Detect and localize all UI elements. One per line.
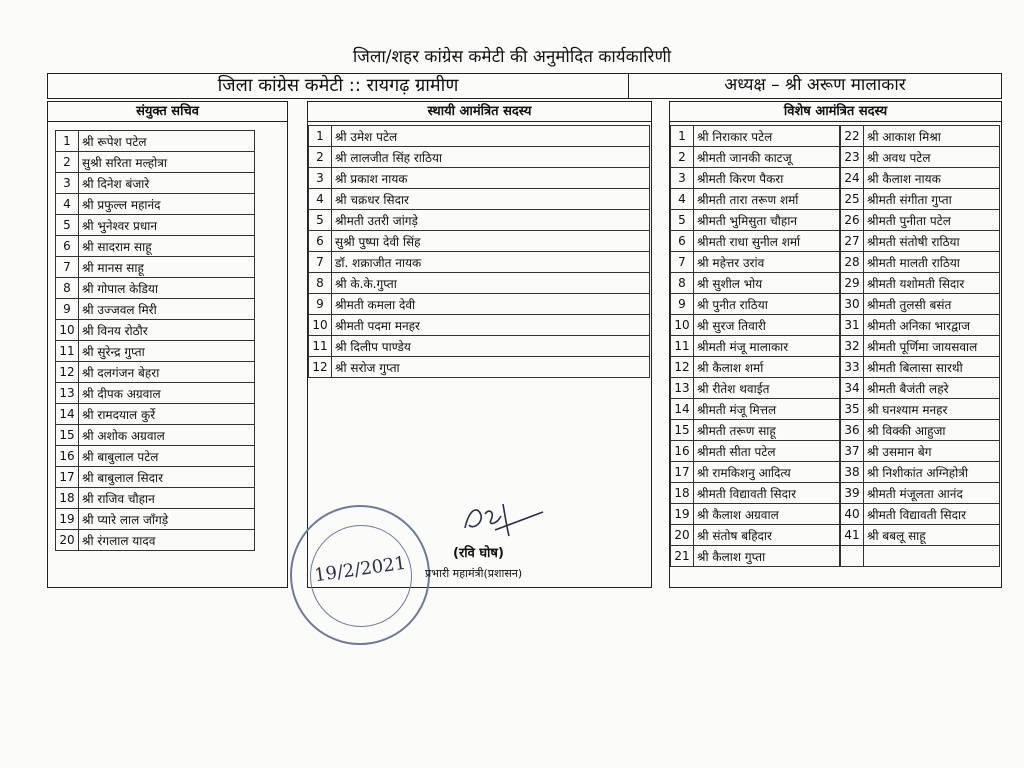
- table-row: [56, 341, 255, 362]
- table-row: [841, 483, 1000, 504]
- serial-number: 14: [56, 404, 79, 425]
- member-name: श्री बाबुलाल पटेल: [79, 446, 255, 467]
- member-name: श्री सुरज तिवारी: [694, 315, 840, 336]
- serial-number: 20: [56, 530, 79, 551]
- member-name: श्रीमती विद्यावती सिदार: [694, 483, 840, 504]
- office-seal: [290, 505, 430, 645]
- member-name: सुश्री सरिता मल्होत्रा: [79, 152, 255, 173]
- table-row: [309, 273, 650, 294]
- member-name: श्रीमती मंजू मालाकार: [694, 336, 840, 357]
- member-name: श्रीमती बिलासा सारथी: [864, 357, 1000, 378]
- serial-number: 26: [841, 210, 864, 231]
- table-row: [56, 467, 255, 488]
- signatory-name: (रवि घोष): [453, 546, 504, 561]
- member-name: श्रीमती सीता पटेल: [694, 441, 840, 462]
- table-row: [671, 168, 840, 189]
- table-row: [841, 210, 1000, 231]
- member-name: श्रीमती संगीता गुप्ता: [864, 189, 1000, 210]
- serial-number: 16: [56, 446, 79, 467]
- table-row: [56, 152, 255, 173]
- member-name: श्रीमती पूर्णिमा जायसवाल: [864, 336, 1000, 357]
- table-row: [841, 378, 1000, 399]
- serial-number: 12: [309, 357, 332, 378]
- serial-number: 27: [841, 231, 864, 252]
- member-name: श्रीमती संतोषी राठिया: [864, 231, 1000, 252]
- serial-number: 6: [309, 231, 332, 252]
- table-row: [671, 126, 840, 147]
- table-row: [841, 168, 1000, 189]
- table-row: [309, 315, 650, 336]
- table-row: [56, 299, 255, 320]
- serial-number: 5: [309, 210, 332, 231]
- member-name: श्री रूपेश पटेल: [79, 131, 255, 152]
- member-name: श्री विनय रोठौर: [79, 320, 255, 341]
- table-row: [309, 357, 650, 378]
- table-row: [671, 357, 840, 378]
- serial-number: 2: [56, 152, 79, 173]
- table-row: [841, 147, 1000, 168]
- member-name: श्री चक्रधर सिदार: [332, 189, 650, 210]
- serial-number: 10: [56, 320, 79, 341]
- table-row: [671, 273, 840, 294]
- member-name: श्री रामदयाल कुर्रे: [79, 404, 255, 425]
- serial-number: 21: [671, 546, 694, 567]
- member-name: श्रीमती राधा सुनील शर्मा: [694, 231, 840, 252]
- seal-date: 19/2/2021: [312, 552, 408, 587]
- serial-number: 12: [56, 362, 79, 383]
- member-name: श्री रंगलाल यादव: [79, 530, 255, 551]
- table-row: [56, 446, 255, 467]
- member-name: श्रीमती भुमिसुता चौहान: [694, 210, 840, 231]
- table-row: [671, 399, 840, 420]
- member-name: श्रीमती मालती राठिया: [864, 252, 1000, 273]
- serial-number: 18: [56, 488, 79, 509]
- member-name: श्री सरोज गुप्ता: [332, 357, 650, 378]
- table-row: [56, 194, 255, 215]
- serial-number: 32: [841, 336, 864, 357]
- serial-number: 11: [671, 336, 694, 357]
- serial-number: 5: [56, 215, 79, 236]
- table-row: [841, 525, 1000, 546]
- table-row: [841, 357, 1000, 378]
- member-name: श्रीमती यशोमती सिदार: [864, 273, 1000, 294]
- serial-number: 14: [671, 399, 694, 420]
- serial-number: 3: [671, 168, 694, 189]
- serial-number: 41: [841, 525, 864, 546]
- table-row: [56, 278, 255, 299]
- table-row: [671, 441, 840, 462]
- table-row: [56, 488, 255, 509]
- table-row: [309, 210, 650, 231]
- table-row: [671, 525, 840, 546]
- serial-number: 1: [56, 131, 79, 152]
- special-invitee-tables: [670, 125, 1001, 567]
- table-row: [309, 189, 650, 210]
- serial-number: 15: [56, 425, 79, 446]
- serial-number: 15: [671, 420, 694, 441]
- serial-number: 17: [671, 462, 694, 483]
- table-row: [841, 189, 1000, 210]
- member-name: श्री कैलाश नायक: [864, 168, 1000, 189]
- member-name: श्री अवध पटेल: [864, 147, 1000, 168]
- member-name: श्री राजिव चौहान: [79, 488, 255, 509]
- serial-number: 9: [309, 294, 332, 315]
- serial-number: 7: [309, 252, 332, 273]
- member-name: श्रीमती कमला देवी: [332, 294, 650, 315]
- table-row: [671, 231, 840, 252]
- serial-number: 25: [841, 189, 864, 210]
- handwritten-signature: [455, 490, 545, 545]
- special-invitee-section: [669, 101, 1002, 588]
- serial-number: 2: [309, 147, 332, 168]
- table-row: [671, 504, 840, 525]
- serial-number: 4: [56, 194, 79, 215]
- member-name: श्री प्रकाश नायक: [332, 168, 650, 189]
- table-row: [309, 168, 650, 189]
- table-row: [309, 336, 650, 357]
- table-row: [841, 273, 1000, 294]
- serial-number: 35: [841, 399, 864, 420]
- table-row: [841, 252, 1000, 273]
- serial-number: 1: [671, 126, 694, 147]
- president-name: अध्यक्ष – श्री अरूण मालाकार: [724, 75, 906, 95]
- member-name: श्री कैलाश शर्मा: [694, 357, 840, 378]
- serial-number: 7: [671, 252, 694, 273]
- member-name: श्रीमती जानकी काटजू: [694, 147, 840, 168]
- serial-number: 3: [309, 168, 332, 189]
- member-name: श्री गोपाल केडिया: [79, 278, 255, 299]
- serial-number: 28: [841, 252, 864, 273]
- table-row: [309, 252, 650, 273]
- member-name: श्री रीतेश थवाईत: [694, 378, 840, 399]
- serial-number: 30: [841, 294, 864, 315]
- joint-secretary-table: [55, 130, 255, 551]
- committee-header: [47, 73, 1002, 99]
- special-invitee-table-left: [670, 125, 840, 567]
- member-name: श्री सादराम साहू: [79, 236, 255, 257]
- table-row: [309, 294, 650, 315]
- serial-number: 17: [56, 467, 79, 488]
- serial-number: 2: [671, 147, 694, 168]
- permanent-invitee-title: स्थायी आमंत्रित सदस्य: [308, 102, 651, 122]
- serial-number: 11: [56, 341, 79, 362]
- empty-row: [841, 546, 1000, 567]
- serial-number: 33: [841, 357, 864, 378]
- serial-number: 9: [671, 294, 694, 315]
- table-row: [56, 425, 255, 446]
- serial-number: 12: [671, 357, 694, 378]
- serial-number: 39: [841, 483, 864, 504]
- member-name: श्रीमती मंजू मित्तल: [694, 399, 840, 420]
- table-row: [841, 231, 1000, 252]
- special-invitee-title: विशेष आमंत्रित सदस्य: [670, 102, 1001, 122]
- table-row: [56, 362, 255, 383]
- table-row: [56, 215, 255, 236]
- serial-number: 11: [309, 336, 332, 357]
- member-name: श्रीमती विद्यावती सिदार: [864, 504, 1000, 525]
- joint-secretary-title: संयुक्त सचिव: [48, 102, 287, 122]
- member-name: श्रीमती मंजूलता आनंद: [864, 483, 1000, 504]
- member-name: श्री लालजीत सिंह राठिया: [332, 147, 650, 168]
- serial-number: 6: [56, 236, 79, 257]
- member-name: श्री निशीकांत अग्निहोत्री: [864, 462, 1000, 483]
- member-name: श्रीमती पुनीता पटेल: [864, 210, 1000, 231]
- table-row: [56, 404, 255, 425]
- table-row: [56, 383, 255, 404]
- signatory-role: प्रभारी महामंत्री(प्रशासन): [425, 567, 523, 580]
- joint-secretary-section: [47, 101, 288, 588]
- table-row: [56, 131, 255, 152]
- special-invitee-table-right: [840, 125, 1000, 567]
- member-name: श्री विक्की आहुजा: [864, 420, 1000, 441]
- table-row: [671, 210, 840, 231]
- serial-number: 20: [671, 525, 694, 546]
- serial-number: 4: [671, 189, 694, 210]
- member-name: श्री संतोष बहिदार: [694, 525, 840, 546]
- table-row: [671, 483, 840, 504]
- member-name: श्री दिलीप पाण्डेय: [332, 336, 650, 357]
- table-row: [841, 504, 1000, 525]
- table-row: [841, 315, 1000, 336]
- member-name: श्री रामकिशनु आदित्य: [694, 462, 840, 483]
- serial-number: 36: [841, 420, 864, 441]
- member-name: श्री दलगंजन बेहरा: [79, 362, 255, 383]
- table-row: [671, 315, 840, 336]
- serial-number: 13: [56, 383, 79, 404]
- table-row: [671, 546, 840, 567]
- member-name: श्री निराकार पटेल: [694, 126, 840, 147]
- serial-number: 23: [841, 147, 864, 168]
- member-name: श्री दीपक अग्रवाल: [79, 383, 255, 404]
- serial-number: 19: [56, 509, 79, 530]
- table-row: [841, 462, 1000, 483]
- member-name: श्री अशोक अग्रवाल: [79, 425, 255, 446]
- serial-number: 8: [309, 273, 332, 294]
- table-row: [671, 336, 840, 357]
- serial-number: 18: [671, 483, 694, 504]
- serial-number: 10: [309, 315, 332, 336]
- serial-number: 24: [841, 168, 864, 189]
- member-name: श्री भुनेश्वर प्रधान: [79, 215, 255, 236]
- serial-number: 4: [309, 189, 332, 210]
- member-name: डॉ. शक्राजीत नायक: [332, 252, 650, 273]
- table-row: [56, 509, 255, 530]
- table-row: [841, 420, 1000, 441]
- serial-number: 37: [841, 441, 864, 462]
- serial-number: 31: [841, 315, 864, 336]
- empty-cell: [864, 546, 1000, 567]
- serial-number: 1: [309, 126, 332, 147]
- member-name: श्री घनश्याम मनहर: [864, 399, 1000, 420]
- serial-number: 9: [56, 299, 79, 320]
- serial-number: 3: [56, 173, 79, 194]
- table-row: [671, 378, 840, 399]
- member-name: श्री उसमान बेग: [864, 441, 1000, 462]
- serial-number: 7: [56, 257, 79, 278]
- table-row: [841, 399, 1000, 420]
- serial-number: 40: [841, 504, 864, 525]
- member-name: श्री प्यारे लाल जाँगड़े: [79, 509, 255, 530]
- member-name: श्रीमती किरण पैकरा: [694, 168, 840, 189]
- table-row: [671, 147, 840, 168]
- member-name: श्री आकाश मिश्रा: [864, 126, 1000, 147]
- member-name: श्री उज्जवल मिरी: [79, 299, 255, 320]
- member-name: श्री महेत्तर उरांव: [694, 252, 840, 273]
- permanent-invitee-table: [308, 125, 650, 378]
- member-name: श्रीमती तुलसी बसंत: [864, 294, 1000, 315]
- member-name: श्री प्रफुल्ल महानंद: [79, 194, 255, 215]
- table-row: [841, 126, 1000, 147]
- member-name: श्री कैलाश अग्रवाल: [694, 504, 840, 525]
- table-row: [671, 420, 840, 441]
- table-row: [671, 252, 840, 273]
- table-row: [56, 530, 255, 551]
- member-name: श्रीमती तारा तरूण शर्मा: [694, 189, 840, 210]
- serial-number: 16: [671, 441, 694, 462]
- table-row: [56, 173, 255, 194]
- empty-cell: [841, 546, 864, 567]
- table-row: [309, 126, 650, 147]
- member-name: श्री बाबुलाल सिदार: [79, 467, 255, 488]
- serial-number: 22: [841, 126, 864, 147]
- serial-number: 6: [671, 231, 694, 252]
- member-name: श्रीमती अनिका भारद्वाज: [864, 315, 1000, 336]
- member-name: श्री पुनीत राठिया: [694, 294, 840, 315]
- member-name: श्री सुरेन्द्र गुप्ता: [79, 341, 255, 362]
- table-row: [309, 147, 650, 168]
- member-name: श्री दिनेश बंजारे: [79, 173, 255, 194]
- serial-number: 13: [671, 378, 694, 399]
- serial-number: 8: [671, 273, 694, 294]
- member-name: श्री मानस साहू: [79, 257, 255, 278]
- member-name: श्रीमती उतरी जांगड़े: [332, 210, 650, 231]
- member-name: श्रीमती तरूण साहू: [694, 420, 840, 441]
- page-heading: जिला/शहर कांग्रेस कमेटी की अनुमोदित कार्यकारिणी: [352, 47, 672, 67]
- table-row: [671, 294, 840, 315]
- table-row: [56, 236, 255, 257]
- member-name: सुश्री पुष्पा देवी सिंह: [332, 231, 650, 252]
- member-name: श्री बबलू साहू: [864, 525, 1000, 546]
- member-name: श्री उमेश पटेल: [332, 126, 650, 147]
- member-name: श्रीमती बैजंती लहरे: [864, 378, 1000, 399]
- table-row: [309, 231, 650, 252]
- serial-number: 34: [841, 378, 864, 399]
- member-name: श्री कैलाश गुप्ता: [694, 546, 840, 567]
- serial-number: 5: [671, 210, 694, 231]
- member-name: श्री के.के.गुप्ता: [332, 273, 650, 294]
- serial-number: 38: [841, 462, 864, 483]
- serial-number: 19: [671, 504, 694, 525]
- table-row: [841, 336, 1000, 357]
- table-row: [56, 257, 255, 278]
- table-row: [671, 462, 840, 483]
- member-name: श्रीमती पदमा मनहर: [332, 315, 650, 336]
- serial-number: 8: [56, 278, 79, 299]
- serial-number: 29: [841, 273, 864, 294]
- committee-name: जिला कांग्रेस कमेटी :: रायगढ़ ग्रामीण: [48, 74, 629, 98]
- table-row: [56, 320, 255, 341]
- table-row: [841, 294, 1000, 315]
- member-name: श्री सुशील भोय: [694, 273, 840, 294]
- serial-number: 10: [671, 315, 694, 336]
- table-row: [671, 189, 840, 210]
- table-row: [841, 441, 1000, 462]
